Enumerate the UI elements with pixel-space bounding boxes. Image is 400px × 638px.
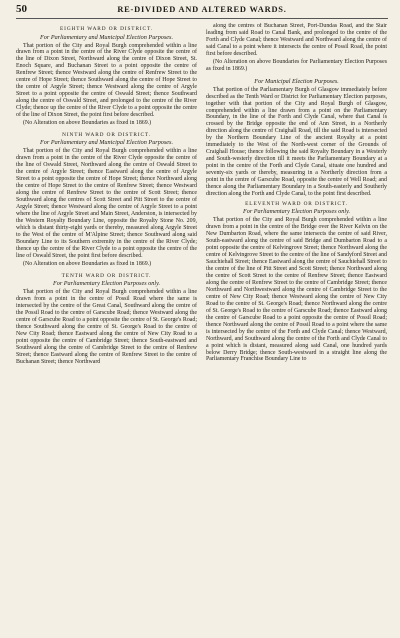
purpose-subheading: For Parliamentary Election Purposes only.	[242, 208, 351, 216]
alteration-note: (No Alteration on above Boundaries as fixed in 1869.)	[23, 119, 152, 126]
right-column	[206, 23, 387, 366]
left-column	[16, 23, 197, 366]
ward-heading: NINTH WARD OR DISTRICT.	[62, 131, 151, 138]
paragraph: That portion of the Parliamentary Burgh of Glasgow immediately before described as the Tenth Ward or District for Parliamentary Election purposes, together with that portion of the City and Royal Burgh of Glasgow, comprehended within a line drawn from a point on the Parliamentary Boundary, in the line of the Forth and Clyde Canal, where that Canal is crossed by the Bridge opposite the end of Ann Street, in a Northerly direction along the centre of Craighall Road, till the said Road is intersected by the Northern Boundary Line of the ancient Royalty at a point immediately to the West of the North-west corner of the Grounds of Craighall House; thence following the said Royalty Boundary in a Westerly and South-westerly direction till it meets the Parliamentary Boundary at a point in the centre of the Forth and Clyde Canal, situate one hundred and seventy-six yards or thereby, measuring in a Northerly direction from a point in the centre of Garscube Road, opposite the centre of Well Road; and thence along the Parliamentary Boundary in a South-easterly and Southerly direction along the Forth and Clyde Canal, to the point first described.	[206, 86, 387, 197]
purpose-subheading: For Parliamentary and Municipal Election Purposes.	[39, 139, 173, 147]
ward-heading: EIGHTH WARD OR DISTRICT.	[60, 26, 153, 32]
ward-heading: TENTH WARD OR DISTRICT.	[61, 272, 152, 279]
paragraph: That portion of the City and Royal Burgh comprehended within a line drawn from a point in the centre of the Bridge over the River Kelvin on the New Dumbarton Road, where the same intersects the centre of said River, South-eastward along the centre of said Bridge and Dumbarton Road to a point opposite the centre of Kelvingrove Street; thence Northward along the centre of Kelvingrove Street to the centre of the line of Sandyford Street and Sauchiehall Street; thence Eastward along the centre of Sauchiehall Street to the centre of the line of Pitt Street and Scott Street; thence Northward along the centre of Scott Street to the centre of Renfrew Street; thence Eastward along the centre of Renfrew Street to the centre of Cambridge Street; thence Northward and Northwestward along the centre of Cambridge Street to the centre of New City Road; thence Westward along the centre of New City Road to the centre of St. George's Road; thence Northward along the centre of St. George's Road to the centre of Garscube Road; thence Eastward along the centre of Garscube Road to a point opposite the centre of Possil Road; thence Northward along the centre of Possil Road to a point where the same is intersected by the centre of the Forth and Clyde Canal; thence Westward, Northward, and Southward along the centre of the Forth and Clyde Canal to a point which is distant, measured along said Canal, one hundred yards below Derry Bridge; thence South-westward in a straight line along the Parliamentary Franchise Boundary Line to	[206, 217, 387, 363]
page-header	[16, 3, 388, 19]
alteration-note: (No Alteration on above Boundaries as fixed in 1869.)	[23, 260, 152, 267]
paragraph: That portion of the City and Royal Burgh comprehended within a line drawn from a point in the centre of the River Clyde opposite the centre of the line of Dixon Street, Northward along the centre of Dixon Street, St. Enoch Square, and Buchanan Street to a point opposite the centre of Renfrew Street; thence Westward along the centre of Renfrew Street to the centre of Hope Street; thence Southward along the centre of Hope Street to the centre of Argyle Street; thence Westward along the centre of Argyle Street to a point opposite the centre of Oswald Street; thence Southward along the centre of Oswald Street, and prolonged to the centre of the River Clyde; thence up the centre of the River Clyde to a point opposite the centre of the line of Dixon Street, the point first before described.	[16, 42, 197, 119]
running-title: RE-DIVIDED AND ALTERED WARDS.	[117, 5, 287, 14]
purpose-subheading: For Parliamentary Election Purposes only.	[52, 280, 161, 288]
ward-heading: ELEVENTH WARD OR DISTRICT.	[245, 200, 348, 207]
paragraph: That portion of the City and Royal Burgh comprehended within a line drawn from a point in the centre of Possil Road where the same is intersected by the centre of the Great Canal, Southward along the centre of the Possil Road to the centre of Garscube Road; thence Westward along the centre of Garscube Road to a point opposite the centre of St. George's Road; thence Southward along the centre of St. George's Road to the centre of New City Road; thence Eastward along the centre of New City Road to a point opposite the centre of Cambridge Street; thence South-eastward and Southward along the centre of Cambridge Street to the centre of Renfrew Street; thence Eastward along the centre of Renfrew Street to the centre of Buchanan Street; thence Northward	[16, 289, 197, 365]
page-number: 50	[16, 3, 27, 15]
paragraph: That portion of the City and Royal Burgh comprehended within a line drawn from a point in the centre of the River Clyde opposite the centre of the line of Oswald Street, Northward along the centre of Oswald Street to the centre of Argyle Street; thence Eastward along the centre of Argyle Street to a point opposite the centre of Hope Street; thence Northward along the centre of Hope Street to the centre of Renfrew Street; thence Westward along the centre of Renfrew Street to the centre of Scott Street; thence Southward along the centres of Scott Street and Pitt Street to the centre of Argyle Street; thence Westward along the centre of Argyle Street to a point where the line of Argyle Street and Main Street, Anderston, is intersected by the Western Royalty Boundary Line, opposite the Royalty Stone No. 209, which is distant thirty-eight yards or thereby, measured along Argyle Street to the West of the centre of M'Alpine Street; thence Southward along said Boundary Line to its Southern extremity in the centre of the River Clyde; thence up the centre of the River Clyde to a point opposite the centre of the line of Oswald Street, the point first before described.	[16, 148, 197, 259]
purpose-subheading: For Municipal Election Purposes.	[254, 77, 339, 85]
alteration-note: (No Alteration on above Boundaries for Parliamentary Election Purposes as fixed in 1869.)	[206, 58, 387, 72]
paragraph: along the centres of Buchanan Street, Port-Dundas Road, and the Stair leading from said Road to Canal Bank, and prolonged to the centre of the Forth and Clyde Canal; thence Westward and Northward along the centre of said Canal to a point where it intersects the centre of Possil Road, the point first before described.	[206, 23, 387, 57]
text-columns	[16, 23, 388, 366]
purpose-subheading: For Parliamentary and Municipal Election Purposes.	[39, 33, 173, 41]
